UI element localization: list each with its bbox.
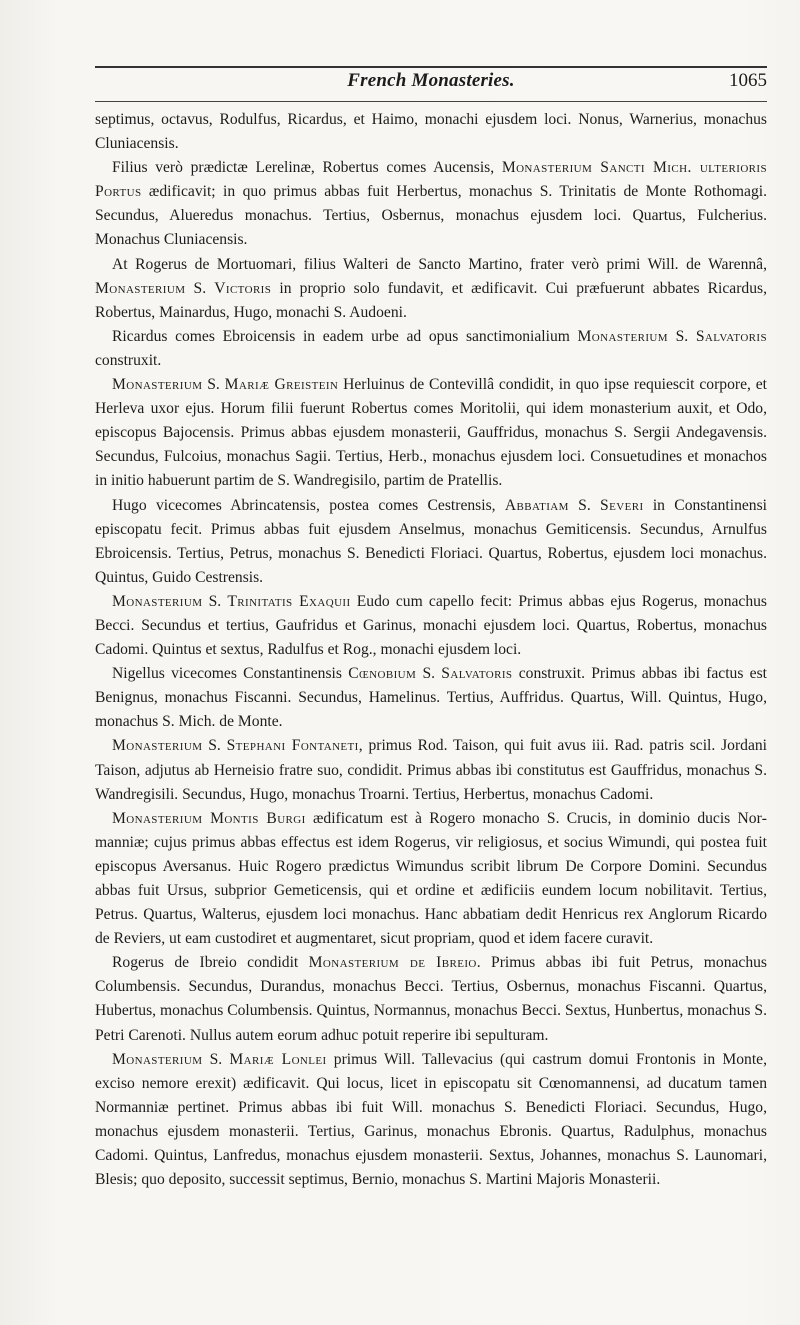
paragraph-text: construxit.: [95, 351, 162, 369]
paragraph-text: Eudo cum capello fecit: Primus abbas ejus Rogerus, monachus Becci. Secundus et tertius, Gaufridus et Garinus, monachi ejusdem loci. Quartus, Robertus, monachus Cadomi. Quintus et sextus, Radulfus et Rog., monachi ejusdem loci.: [95, 592, 767, 659]
paragraph-text: S.: [202, 592, 228, 610]
monastery-name: Cœnobium: [348, 665, 417, 683]
monastery-name: Monasterium: [112, 737, 203, 755]
paragraph: [95, 1048, 767, 1193]
paragraph-text: septimus, octavus, Rodulfus, Ricardus, et Haimo, monachi ejusdem loci. Nonus, Warnerius, monachus Cluniacensis.: [95, 111, 767, 153]
monastery-name: Monasterium: [112, 592, 203, 610]
paragraph-text: Rogerus de Ibreio condidit: [112, 954, 309, 972]
paragraph-text: Ricardus comes Ebroicensis in eadem urbe ad opus sanctimonialium: [112, 327, 578, 345]
monastery-name: Victoris: [214, 279, 272, 297]
paragraph-text: S.: [185, 279, 215, 297]
paragraph: [95, 325, 767, 373]
monastery-name: Severi: [600, 496, 644, 514]
paragraph: [95, 951, 767, 1047]
paragraph-text: primus Will. Tallevacius (qui castrum domui Frontonis in Monte, exciso nemore erexit) ædificavit. Qui locus, licet in episcopatu sit Cœnomannensi, ad ducatum tamen Normanniæ pertinet. Primus abbas ibi fuit Will. monachus S. Benedicti Floriaci. Secundus, Hugo, monachus ejusdem monasterii. Tertius, Garinus, monachus Ebronis. Quartus, Radulphus, monachus Cadomi. Quintus, Lanfredus, monachus ejusdem monasterii. Sextus, Johannes, monachus S. Launomari, Blesis; quo deposito, successit septimus, Bernio, monachus S. Martini Majoris Monasterii.: [95, 1050, 767, 1189]
header-rule: [95, 101, 767, 102]
paragraph-text: . Primus abbas ibi fuit Petrus, monachus Columbensis. Secundus, Durandus, monachus Becci. Tertius, Osbernus, monachus Fiscanni. Quartus, Hubertus, monachus Columbensis. Quintus, Normannus, monachus Becci. Sextus, Hunbertus, monachus S. Petri Carenoti. Nullus autem eorum adhuc potuit reperire ibi sepulturam.: [95, 954, 768, 1044]
running-title: French Monasteries.: [347, 70, 515, 91]
monastery-name: Monasterium: [95, 279, 186, 297]
paragraph: [95, 156, 767, 252]
top-rule: [95, 66, 767, 68]
paragraph-text: Herluinus de Contevillâ condidit, in quo ipse requiescit corpore, et Herleva uxor ejus. Horum filii fuerunt Robertus comes Moritolii, qui idem monasterium auxit, et Odo, episcopus Bajocensis. Primus abbas ejusdem monasterii, Gauffridus, monachus S. Sergii Andegavensis. Secundus, Fulcoius, monachus Sagii. Tertius, Herb., monachus ejusdem loci. Consuetudines et monachos in initio habuerunt partim de S. Wandregisilo, partim de Pratellis.: [95, 376, 767, 490]
monastery-name: Monasterium: [112, 376, 203, 394]
paragraph: [95, 253, 767, 325]
body-text: [95, 108, 767, 1192]
paragraph-text: S.: [667, 327, 696, 345]
paragraph: [95, 108, 767, 156]
monastery-name: Stephani Fontaneti: [226, 737, 359, 755]
paragraph-text: ædificatum est à Rogero monacho S. Crucis, in dominio ducis Normanniæ; cujus primus abbas effectus est idem Rogerus, vir religiosus, et socius Wimundi, qui postea fuit episcopus Aversanus. Huic Rogero prædictus Wimundus scribit librum De Corpore Domini. Secundus abbas fuit Ursus, subprior Gemeticensis, qui et ordine et ædificiis eundem locum nobilitavit. Tertius, Petrus. Quartus, Walterus, ejusdem loci monachus. Hanc abbatiam dedit Henricus rex Anglorum Ricardo de Reviers, ut eam custodiret et augmentaret, sicut propriam, quod et idem facere curavit.: [95, 809, 767, 948]
monastery-name: Monasterium: [112, 1050, 203, 1068]
monastery-name: Salvatoris: [695, 327, 767, 345]
paragraph-text: ædificavit; in quo primus abbas fuit Herbertus, monachus S. Trinitatis de Monte Rothomagi. Secundus, Alueredus monachus. Tertius, Osbernus, monachus ejusdem loci. Quartus, Fulcherius. Monachus Cluniacensis.: [95, 183, 767, 249]
monastery-name: Monasterium: [577, 327, 668, 345]
paragraph-text: At Rogerus de Mortuomari, filius Walteri de Sancto Martino, frater verò primi Will. de Warennâ,: [112, 255, 767, 273]
paragraph: [95, 807, 767, 952]
paragraph: [95, 734, 767, 806]
monastery-name: Mariæ Greistein: [224, 376, 339, 394]
monastery-name: Abbatiam: [504, 496, 569, 514]
paragraph-text: in proprio solo fundavit, et ædificavit. Cui præfuerunt abbates Ricardus, Robertus, Mainardus, Hugo, monachi S. Audoeni.: [95, 279, 767, 321]
running-header: [95, 70, 767, 100]
paragraph-text: S.: [202, 737, 227, 755]
paragraph-text: S.: [416, 665, 442, 683]
paragraph-text: S.: [568, 496, 601, 514]
paragraph: [95, 590, 767, 662]
paragraph-text: S.: [202, 1050, 230, 1068]
monastery-name: Salvatoris: [441, 665, 513, 683]
paragraph-text: Nigellus vicecomes Constantinensis: [112, 665, 349, 683]
paragraph-text: construxit. Primus abbas ibi factus est Benignus, monachus Fiscanni. Secundus, Hamelinus. Tertius, Auffridus. Quartus, Will. Quintus, Hugo, monachus S. Mich. de Monte.: [95, 665, 768, 731]
paragraph-text: in Constantinensi episcopatu fecit. Primus abbas fuit ejusdem Anselmus, monachus Gemiticensis. Secundus, Arnulfus Ebroicensis. Tertius, Petrus, monachus S. Benedicti Floriaci. Quartus, Robertus, ejusdem loci monachus. Quintus, Guido Cestrensis.: [95, 496, 767, 586]
paragraph-text: Hugo vicecomes Abrincatensis, postea comes Cestrensis,: [112, 496, 505, 514]
monastery-name: Monasterium Montis Burgi: [112, 809, 306, 827]
paragraph-text: , primus Rod. Taison, qui fuit avus iii. Rad. patris scil. Jordani Taison, adjutus ab Herneisio fratre suo, condidit. Primus abbas ibi constitutus est Gauffridus, monachus S. Wandregisili. Secundus, Hugo, monachus Troarni. Tertius, Herbertus, monachus Cadomi.: [95, 737, 768, 803]
paragraph: [95, 662, 767, 734]
monastery-name: Trinitatis Exaquii: [227, 592, 351, 610]
monastery-name: Monasterium Sancti Mich. ulterioris Portus: [95, 159, 767, 201]
page-number: 1065: [729, 70, 767, 91]
paragraph: [95, 494, 767, 590]
paragraph: [95, 373, 767, 493]
monastery-name: Monasterium de Ibreio: [308, 954, 477, 972]
paragraph-text: Filius verò prædictæ Lerelinæ, Robertus comes Aucensis,: [112, 159, 502, 177]
paragraph-text: S.: [202, 376, 225, 394]
monastery-name: Mariæ Lonlei: [229, 1050, 327, 1068]
